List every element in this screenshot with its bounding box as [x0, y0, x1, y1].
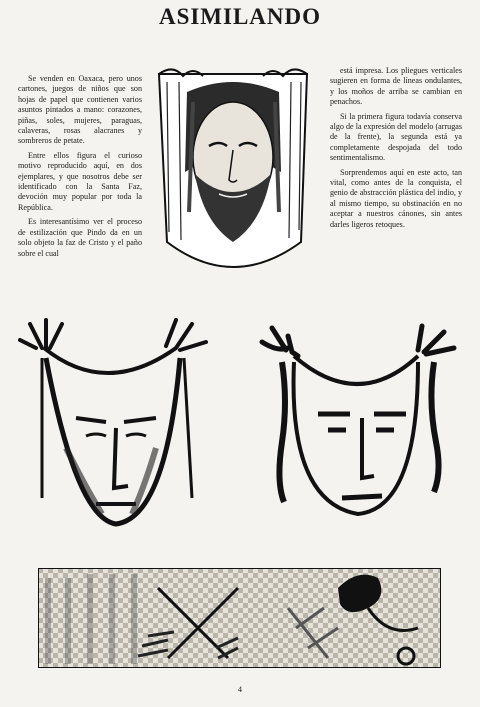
paragraph: Se venden en Oaxaca, pero unos cartones, juegos de niños que son hojas de papel que contienen varios asuntos pintados a mano: corazones, piñas, soles, mujeres, paraguas, calaveras, rosas alacranes y sombreros de petate. — [18, 74, 142, 146]
left-text-column — [18, 74, 142, 263]
paragraph: Si la primera figura todavía conserva algo de la expresión del modelo (arrugas de la frente), la segunda está ya completamente despojada del todo sentimentalismo. — [330, 111, 462, 163]
stylized-face-left — [16, 318, 212, 538]
paragraph: Es interesantísimo ver el proceso de estilización que Pindo da en un solo objeto la faz de Cristo y el paño sobre el cual — [18, 217, 142, 258]
page-number: 4 — [238, 685, 242, 694]
paragraph: está impresa. Los pliegues verticales sugieren en forma de líneas ondulantes, y los moños de arriba se cambian en penachos. — [330, 66, 462, 107]
paragraph: Sorprendemos aquí en este acto, tan vital, como antes de la conquista, el genio de abstracción plástica del indio, y al mismo tiempo, su obstinación en no aceptar a nuestros cánones, sin antes darles ligeros retoques. — [330, 167, 462, 229]
page-title: ASIMILANDO — [158, 4, 322, 29]
stylized-face-right — [258, 322, 458, 522]
paragraph: Entre ellos figura el curioso motivo reproducido aquí, en dos ejemplares, y que nosotros debe ser identificado con la Santa Faz, devoción muy popular por toda la República. — [18, 150, 142, 212]
embroidered-textile — [38, 568, 441, 668]
right-text-column — [330, 66, 462, 234]
holy-face-engraving — [153, 62, 313, 284]
